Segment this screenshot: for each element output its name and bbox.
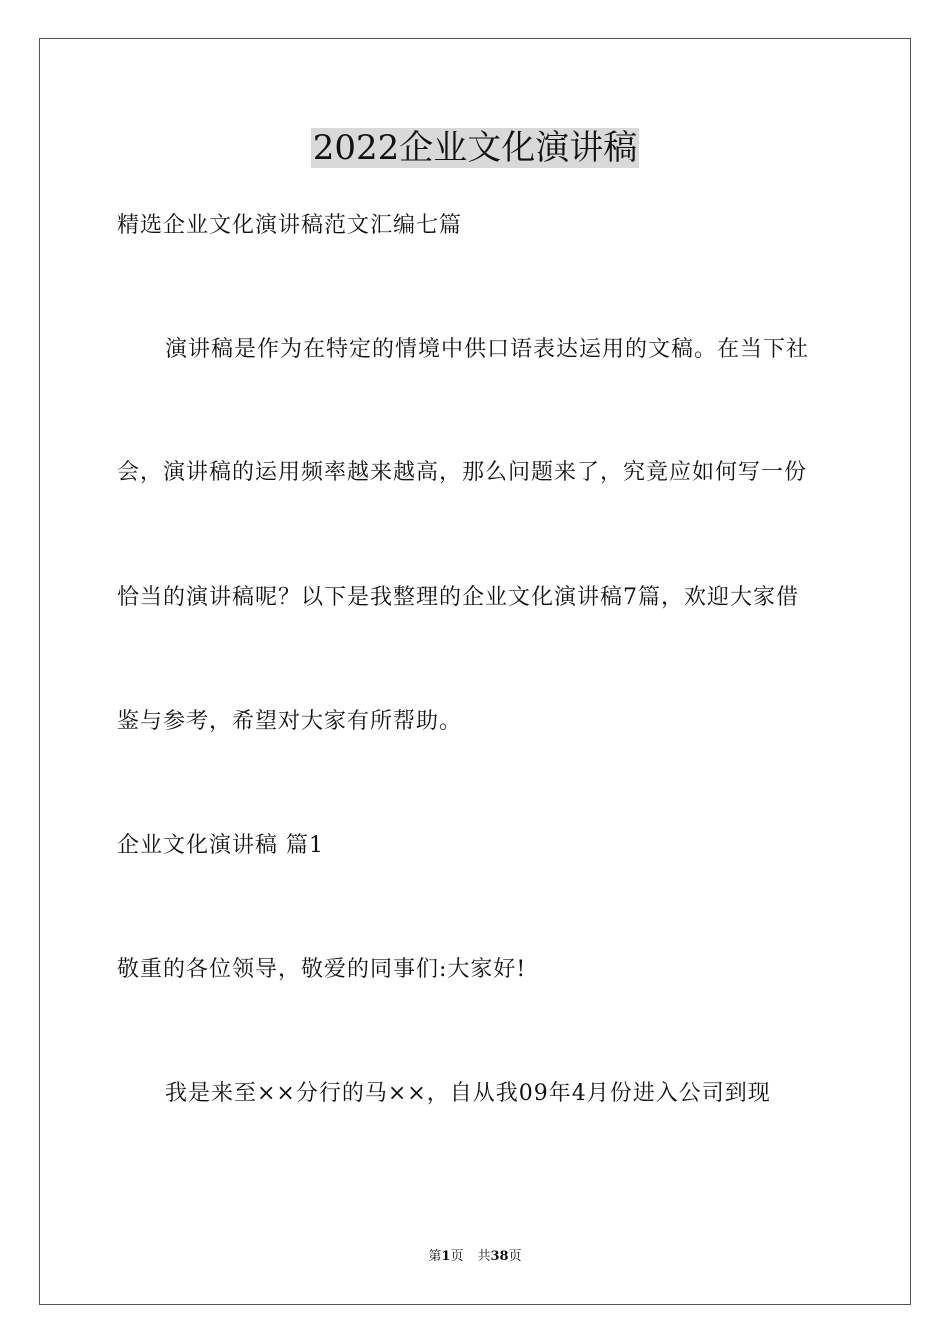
intro-line-4: 鉴与参考，希望对大家有所帮助。 (117, 709, 463, 734)
greeting-line: 敬重的各位领导，敬爱的同事们:大家好! (117, 957, 527, 982)
document-title (0, 124, 950, 172)
document-subtitle: 精选企业文化演讲稿范文汇编七篇 (117, 213, 463, 238)
footer-total-suffix: 页 (508, 1249, 522, 1264)
document-title-text: 2022企业文化演讲稿 (312, 128, 638, 168)
footer-page-prefix: 第 (428, 1249, 442, 1264)
section-heading: 企业文化演讲稿 篇1 (117, 833, 324, 858)
intro-line-1: 演讲稿是作为在特定的情境中供口语表达运用的文稿。在当下社 (165, 337, 810, 362)
footer-total-prefix: 共 (477, 1249, 491, 1264)
footer-page-suffix: 页 (450, 1249, 464, 1264)
body-line-1: 我是来至××分行的马××，自从我09年4月份进入公司到现 (165, 1081, 771, 1106)
footer-page-number: 1 (441, 1249, 451, 1264)
intro-line-3: 恰当的演讲稿呢？以下是我整理的企业文化演讲稿7篇，欢迎大家借 (117, 585, 799, 610)
intro-line-2: 会，演讲稿的运用频率越来越高，那么问题来了，究竟应如何写一份 (117, 460, 808, 485)
page-footer (0, 1248, 950, 1266)
footer-total-pages: 38 (490, 1249, 509, 1264)
